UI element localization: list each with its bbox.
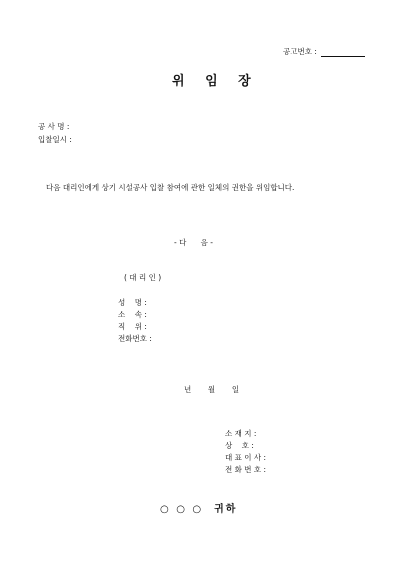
bid-date-label: 입찰일시 : bbox=[38, 135, 72, 144]
notice-number-label: 공고번호 : bbox=[283, 47, 317, 56]
company-ceo-label: 대 표 이 사 : bbox=[225, 453, 267, 462]
agent-phone-label: 전화번호 : bbox=[118, 334, 152, 343]
date-line: 년 월 일 bbox=[184, 385, 240, 394]
agent-affiliation-label: 소 속 : bbox=[118, 310, 147, 319]
section-heading: - 다 음 - bbox=[174, 238, 213, 247]
project-name-label: 공 사 명 : bbox=[38, 122, 70, 131]
notice-number bbox=[283, 46, 365, 57]
company-phone-label: 전 화 번 호 : bbox=[225, 465, 267, 474]
agent-name-label: 성 명 : bbox=[118, 298, 147, 307]
recipient: ○ ○ ○ 귀하 bbox=[160, 504, 238, 515]
page-title: 위 임 장 bbox=[172, 74, 259, 89]
delegation-statement: 다음 대리인에게 상기 시설공사 입찰 참여에 관한 일체의 권한을 위임합니다. bbox=[46, 183, 295, 192]
company-address-label: 소 재 지 : bbox=[225, 429, 257, 438]
agent-position-label: 직 위 : bbox=[118, 322, 147, 331]
company-trade-name-label: 상 호 : bbox=[225, 441, 254, 450]
notice-number-blank bbox=[321, 48, 365, 57]
agent-heading: ( 대 리 인 ) bbox=[124, 273, 162, 282]
